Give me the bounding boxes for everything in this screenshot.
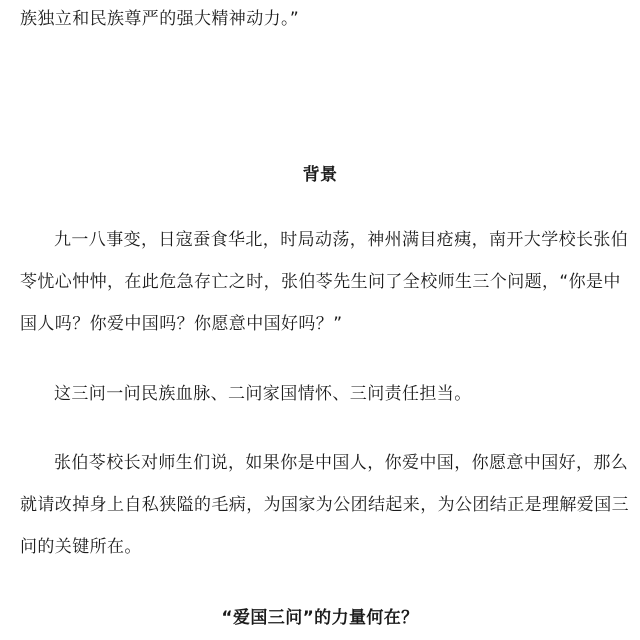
intro-tail-line: 族独立和民族尊严的强大精神动力。”	[20, 9, 300, 29]
paragraph-line: 张伯苓校长对师生们说，如果你是中国人，你爱中国，你愿意中国好，那么	[54, 453, 629, 473]
paragraph-line: 问的关键所在。	[20, 537, 142, 557]
section-heading-background: 背景	[302, 165, 338, 185]
paragraph-line: 九一八事变，日寇蚕食华北，时局动荡，神州满目疮痍，南开大学校长张伯	[54, 230, 629, 250]
paragraph-three-questions: 这三问一问民族血脉、二问家国情怀、三问责任担当。	[54, 384, 472, 404]
paragraph-line: 苓忧心忡忡，在此危急存亡之时，张伯苓先生问了全校师生三个问题，“你是中	[20, 272, 621, 292]
section-heading-power: “爱国三问”的力量何在？	[221, 608, 419, 628]
paragraph-line: 国人吗？你爱中国吗？你愿意中国好吗？”	[20, 314, 343, 334]
paragraph-line: 就请改掉身上自私狭隘的毛病，为国家为公团结起来，为公团结正是理解爱国三	[20, 495, 629, 515]
